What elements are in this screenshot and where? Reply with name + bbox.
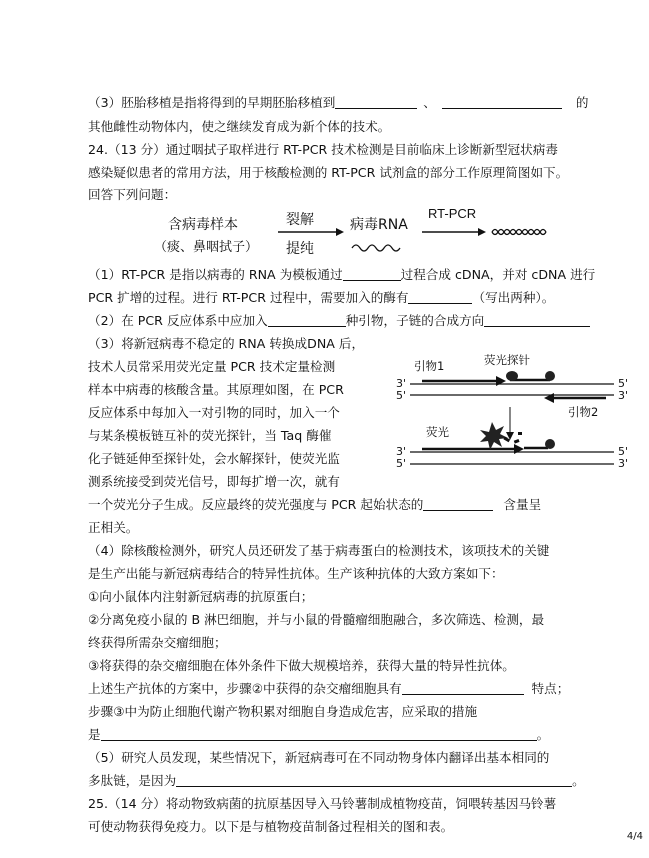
- diagram-primer2-label: 引物2: [568, 405, 599, 419]
- q24-part4-line: ③将获得的杂交瘤细胞在体外条件下做大规模培养，获得大量的特异性抗体。: [88, 658, 515, 673]
- q24-intro-3: 回答下列问题：: [88, 187, 177, 202]
- strand-end-label: 5': [618, 377, 629, 390]
- reporter-dye-icon: [506, 371, 518, 381]
- q25-line1: 25.（14 分）将动物致病菌的抗原基因导入马铃薯制成植物疫苗，饲喂转基因马铃薯: [88, 796, 557, 811]
- q24-part1-line2: PCR 扩增的过程。进行 RT-PCR 过程中，需要加入的酶有 （写出两种）。: [88, 290, 555, 305]
- quencher-icon: [545, 439, 555, 449]
- q24-part4-line: ①向小鼠体内注射新冠病毒的抗原蛋白；: [88, 589, 314, 604]
- diagram-probe-label: 荧光探针: [484, 353, 530, 367]
- q24-part3-line: 与某条模板链互补的荧光探针，当 Taq 酶催: [88, 428, 332, 443]
- q24-part1-line1: （1）RT-PCR 是指以病毒的 RNA 为模板通过 过程合成 cDNA，并对 cDNA 进行: [88, 267, 596, 282]
- strand-end-label: 5': [396, 389, 407, 402]
- strand-end-label: 3': [618, 389, 629, 402]
- arrow-icon: [278, 228, 344, 236]
- diagram-fluor-label: 荧光: [426, 425, 449, 439]
- answer-blank[interactable]: [335, 96, 417, 109]
- diagram-primer1-label: 引物1: [414, 359, 445, 373]
- q24-part2: （2）在 PCR 反应体系中应加入 种引物，子链的合成方向: [88, 312, 590, 329]
- q24-part3-line: （3）将新冠病毒不稳定的 RNA 转换成DNA 后，: [88, 336, 365, 351]
- dna-double-helix-icon: [492, 230, 546, 235]
- answer-blank[interactable]: [402, 682, 524, 695]
- q24-intro-1: 24.（13 分）通过咽拭子取样进行 RT-PCR 技术检测是目前临床上诊断新型冠状病毒: [88, 142, 558, 157]
- flow-sample-sub: （痰、鼻咽拭子）: [154, 240, 259, 255]
- arrow-icon: [422, 228, 486, 236]
- q24-part4-q2: 步骤③中为防止细胞代谢产物积累对细胞自身造成危害，应采取的措施: [88, 704, 478, 719]
- quencher-icon: [545, 371, 555, 381]
- answer-blank[interactable]: [176, 774, 572, 787]
- flow-step2-label: RT-PCR: [428, 206, 477, 221]
- strand-end-label: 5': [618, 445, 629, 458]
- q24-part4-q1: 上述生产抗体的方案中，步骤②中获得的杂交瘤细胞具有 特点；: [88, 681, 570, 696]
- fluorescent-probe-diagram: [392, 352, 632, 482]
- q24-part4-line: ②分离免疫小鼠的 B 淋巴细胞，并与小鼠的骨髓瘤细胞融合，多次筛选、检测，最: [88, 612, 545, 627]
- answer-blank[interactable]: [484, 314, 590, 327]
- q24-part3-line: 测系统接受到荧光信号，即每扩增一次，就有: [88, 474, 340, 489]
- fluorescent-burst-icon: [480, 422, 508, 450]
- answer-blank[interactable]: [408, 291, 472, 304]
- strand-end-label: 3': [618, 457, 629, 470]
- answer-blank[interactable]: [442, 96, 562, 109]
- q24-part3-line: 化子链延伸至探针处，会水解探针，使荧光监: [88, 451, 340, 466]
- q23-part3-line1: （3）胚胎移植是指将得到的早期胚胎移植到 、 的: [88, 95, 589, 110]
- q24-part3-line: 样本中病毒的核酸含量。其原理如图，在 PCR: [88, 382, 344, 397]
- flow-step1-top: 裂解: [286, 212, 314, 228]
- flow-arrows: [160, 206, 550, 262]
- rna-wave-icon: [352, 245, 400, 251]
- q25-line2: 可使动物获得免疫力。以下是与植物疫苗制备过程相关的图和表。: [88, 819, 454, 834]
- flow-rna-label: 病毒RNA: [350, 217, 408, 233]
- answer-blank[interactable]: [268, 314, 346, 327]
- q24-part5-line2: 多肽链，是因为 。: [88, 773, 585, 788]
- q24-intro-2: 感染疑似患者的常用方法，用于核酸检测的 RT-PCR 试剂盒的部分工作原理简图如下。: [88, 165, 569, 180]
- q24-part4-line: 是生产出能与新冠病毒结合的特异性抗体。生产该种抗体的大致方案如下：: [88, 566, 504, 581]
- q23-part3-line2: 其他雌性动物体内，使之继续发育成为新个体的技术。: [88, 119, 391, 134]
- q24-part3-end: 一个荧光分子生成。反应最终的荧光强度与 PCR 起始状态的 含量呈: [88, 497, 542, 512]
- strand-end-label: 3': [396, 445, 407, 458]
- q24-part4-line: （4）除核酸检测外，研究人员还研发了基于病毒蛋白的检测技术，该项技术的关键: [88, 543, 550, 558]
- q24-part4-q2-end: 是 。: [88, 727, 550, 742]
- q24-part3-line: 反应体系中每加入一对引物的同时，加入一个: [88, 405, 340, 420]
- q24-part3-line: 技术人员常采用荧光定量 PCR 技术定量检测: [88, 359, 336, 374]
- answer-blank[interactable]: [101, 728, 537, 741]
- answer-blank[interactable]: [343, 268, 401, 281]
- flow-sample-label: 含病毒样本: [168, 217, 238, 233]
- strand-end-label: 3': [396, 377, 407, 390]
- q24-part3-end-2: 正相关。: [88, 520, 139, 535]
- page-number: 4/4: [626, 831, 643, 842]
- flow-step1-bottom: 提纯: [286, 241, 314, 257]
- q24-part5-line1: （5）研究人员发现，某些情况下，新冠病毒可在不同动物身体内翻译出基本相同的: [88, 750, 550, 765]
- q24-part4-line: 终获得所需杂交瘤细胞；: [88, 635, 227, 650]
- answer-blank[interactable]: [423, 498, 493, 511]
- rt-pcr-flow-diagram: [154, 206, 550, 262]
- strand-end-label: 5': [396, 457, 407, 470]
